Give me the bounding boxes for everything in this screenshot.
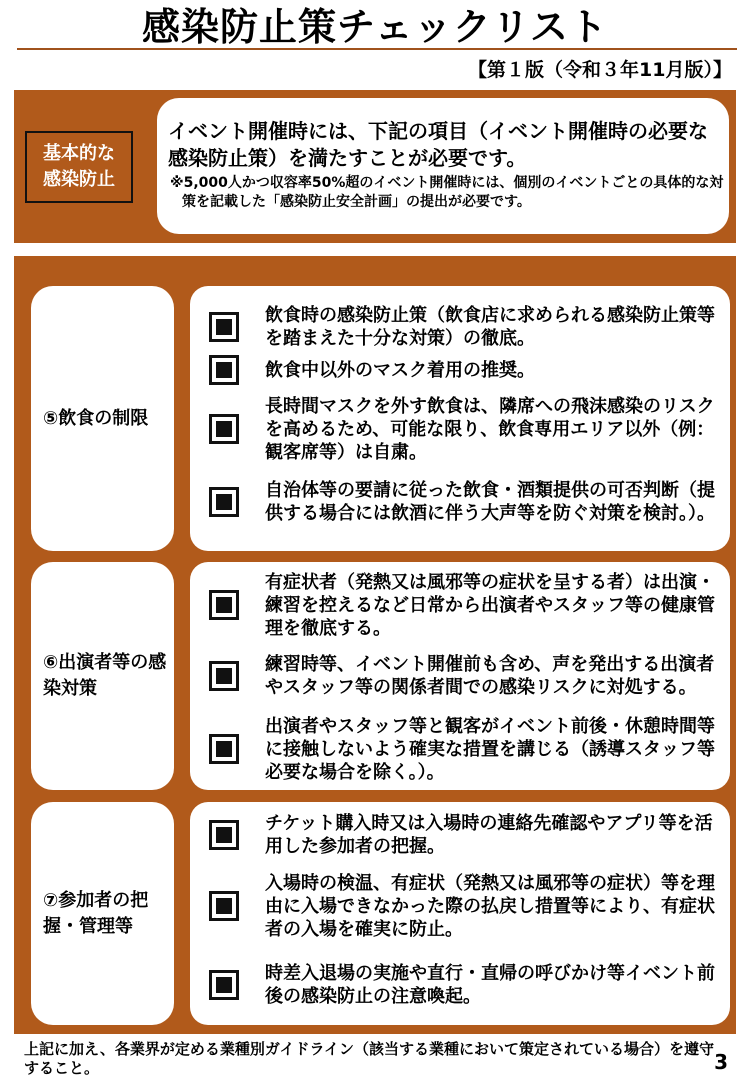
- checkbox-icon[interactable]: [209, 734, 239, 764]
- checkbox-icon[interactable]: [209, 355, 239, 385]
- checklist-item[interactable]: [195, 713, 729, 785]
- checklist-item[interactable]: [195, 466, 729, 538]
- checklist-item-text: 時差入退場の実施や直行・直帰の呼びかけ等イベント前後の感染防止の注意喚起。: [265, 963, 715, 1007]
- checklist-item[interactable]: [195, 810, 729, 860]
- checklist-item[interactable]: [195, 355, 729, 385]
- checklist-item[interactable]: [195, 570, 729, 640]
- checklist-item-text: 練習時等、イベント開催前も含め、声を発出する出演者やスタッフ等の関係者間での感染リスクに対処する。: [265, 654, 715, 698]
- checkbox-icon[interactable]: [209, 414, 239, 444]
- page-title: 感染防止策チェックリスト: [141, 5, 609, 49]
- basic-prevention-note: ※5,000人かつ収容率50%超のイベント開催時には、個別のイベントごとの具体的な対策を記載した「感染防止安全計画」の提出が必要です。: [170, 175, 724, 210]
- checklist-item-text: 自治体等の要請に従った飲食・酒類提供の可否判断（提供する場合には飲酒に伴う大声等を防ぐ対策を検討。）。: [265, 480, 715, 524]
- edition-label: 【第１版（令和３年11月版）】: [468, 59, 732, 81]
- section-label-text: ⑤飲食の制限: [43, 407, 149, 429]
- checklist-item[interactable]: [195, 870, 729, 942]
- checkbox-icon[interactable]: [209, 970, 239, 1000]
- section-label-text: ⑦参加者の把握・管理等: [43, 889, 149, 937]
- checkbox-icon[interactable]: [209, 820, 239, 850]
- section-label-text: ⑥出演者等の感染対策: [43, 652, 167, 699]
- basic-prevention-label-text: 基本的な感染防止: [43, 143, 115, 190]
- checkbox-icon[interactable]: [209, 661, 239, 691]
- checkbox-icon[interactable]: [209, 312, 239, 342]
- checklist-item-text: 有症状者（発熱又は風邪等の症状を呈する者）は出演・練習を控えるなど日常から出演者やスタッフ等の健康管理を徹底する。: [265, 571, 715, 639]
- checklist-item-text: 出演者やスタッフ等と観客がイベント前後・休憩時間等に接触しないよう確実な措置を講じる（誘導スタッフ等必要な場合を除く。）。: [265, 715, 715, 783]
- checkbox-icon[interactable]: [209, 487, 239, 517]
- checklist-item[interactable]: [195, 302, 729, 352]
- checkbox-icon[interactable]: [209, 891, 239, 921]
- footer-note: 上記に加え、各業界が定める業種別ガイドライン（該当する業種において策定されている場合）を遵守すること。: [24, 1040, 715, 1077]
- basic-prevention-label: [25, 131, 133, 203]
- section-label-eating: [31, 286, 174, 551]
- checklist-item[interactable]: [195, 394, 729, 464]
- section-label-performers: [31, 562, 174, 790]
- checklist-item-text: 飲食時の感染防止策（飲食店に求められる感染防止策等を踏まえた十分な対策）の徹底。: [265, 305, 715, 349]
- checklist-item-text: 長時間マスクを外す飲食は、隣席への飛沫感染のリスクを高めるため、可能な限り、飲食専用エリア以外（例：観客席等）は自粛。: [265, 395, 715, 463]
- basic-prevention-text: イベント開催時には、下記の項目（イベント開催時の必要な感染防止策）を満たすことが必要です。: [168, 119, 708, 170]
- checkbox-icon[interactable]: [209, 590, 239, 620]
- checklist-item-text: 入場時の検温、有症状（発熱又は風邪等の症状）等を理由に入場できなかった際の払戻し措置等により、有症状者の入場を確実に防止。: [265, 872, 715, 940]
- checklist-item[interactable]: [195, 960, 729, 1010]
- title-underline: [17, 48, 737, 50]
- section-label-participants: [31, 802, 174, 1025]
- checklist-item-text: チケット購入時又は入場時の連絡先確認やアプリ等を活用した参加者の把握。: [265, 813, 713, 857]
- checklist-item-text: 飲食中以外のマスク着用の推奨。: [265, 359, 535, 381]
- page-number: 3: [714, 1050, 728, 1074]
- checklist-item[interactable]: [195, 641, 729, 711]
